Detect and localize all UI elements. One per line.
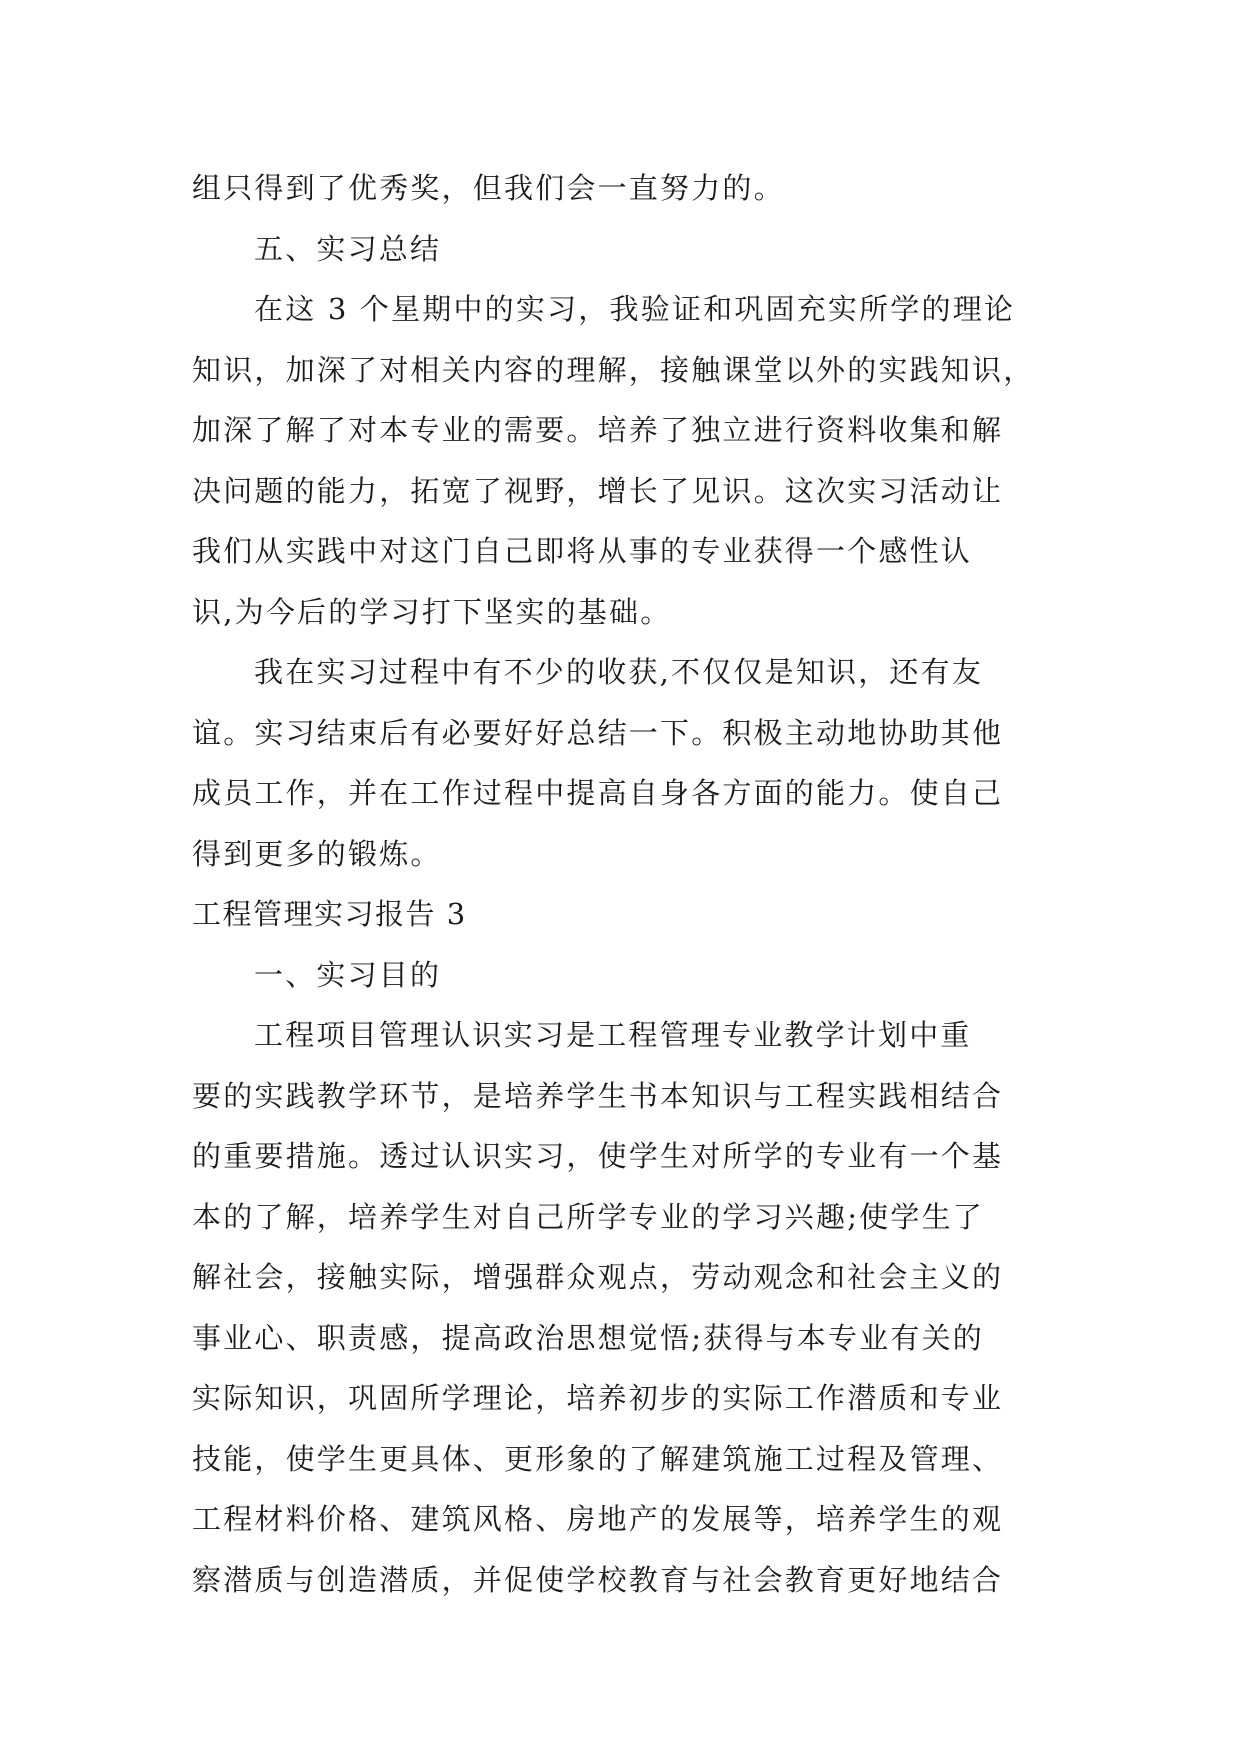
text-line: 得到更多的锻炼。 [192,836,442,871]
text-line: 成员工作，并在工作过程中提高自身各方面的能力。使自己 [192,776,1004,810]
report-title: 工程管理实习报告 3 [192,897,467,931]
text-line: 识,为今后的学习打下坚实的基础。 [192,594,672,629]
text-line: 本的了解，培养学生对自己所学专业的学习兴趣;使学生了 [192,1199,984,1234]
section-heading: 一、实习目的 [254,957,442,992]
text-line: 要的实践教学环节，是培养学生书本知识与工程实践相结合 [192,1078,1004,1113]
text-line: 在这 3 个星期中的实习，我验证和巩固充实所学的理论 [254,292,1016,326]
text-line: 我们从实践中对这门自己即将从事的专业获得一个感性认 [192,534,973,568]
text-line: 我在实习过程中有不少的收获,不仅仅是知识，还有友 [254,655,984,689]
text-line: 的重要措施。透过认识实习，使学生对所学的专业有一个基 [192,1139,1004,1173]
text-line: 决问题的能力，拓宽了视野，增长了见识。这次实习活动让 [192,473,1004,508]
section-heading: 五、实习总结 [254,231,442,266]
text-line: 技能，使学生更具体、更形象的了解建筑施工过程及管理、 [192,1441,1004,1476]
text-line: 解社会，接触实际，增强群众观点，劳动观念和社会主义的 [192,1260,1004,1294]
text-line: 组只得到了优秀奖，但我们会一直努力的。 [192,171,785,205]
text-line: 事业心、职责感，提高政治思想觉悟;获得与本专业有关的 [192,1320,984,1355]
text-line: 工程项目管理认识实习是工程管理专业教学计划中重 [254,1018,972,1052]
document-body [192,158,1072,1610]
text-line: 加深了解了对本专业的需要。培养了独立进行资料收集和解 [192,413,1004,447]
text-line: 工程材料价格、建筑风格、房地产的发展等，培养学生的观 [192,1502,1004,1536]
text-line: 谊。实习结束后有必要好好总结一下。积极主动地协助其他 [192,715,1004,750]
text-line: 实际知识，巩固所学理论，培养初步的实际工作潜质和专业 [192,1381,1004,1415]
text-line: 知识，加深了对相关内容的理解，接触课堂以外的实践知识， [192,352,1035,387]
text-line: 察潜质与创造潜质，并促使学校教育与社会教育更好地结合 [192,1562,1004,1597]
